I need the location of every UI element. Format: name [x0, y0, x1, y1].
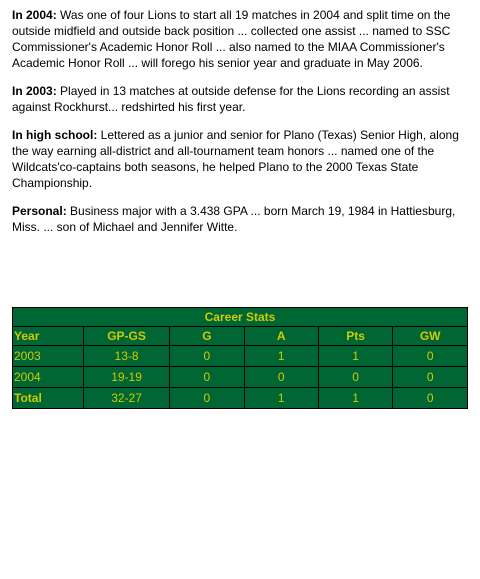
- bio-lead-high-school: In high school:: [12, 128, 98, 142]
- table-row-total: [13, 388, 468, 409]
- cell-gw: 0: [393, 388, 468, 409]
- table-row: [13, 346, 468, 367]
- bio-lead-2004: In 2004:: [12, 8, 57, 22]
- cell-gw: 0: [393, 346, 468, 367]
- column-header-gw: GW: [393, 327, 468, 346]
- cell-year: 2004: [13, 367, 84, 388]
- career-stats-table: [12, 307, 468, 409]
- bio-paragraph-2004: [12, 7, 472, 71]
- cell-year: 2003: [13, 346, 84, 367]
- bio-paragraph-high-school: [12, 127, 472, 191]
- bio-text-2004: Was one of four Lions to start all 19 matches in 2004 and split time on the outside midfield and outside back position ... collected one assist ... named to SSC Commissioner's Academic Honor Roll ... also named to the MIAA Commissioner's Academic Honor Roll ... will forego his senior year and graduate in May 2006.: [12, 8, 451, 70]
- column-header-g: G: [170, 327, 244, 346]
- column-header-a: A: [244, 327, 318, 346]
- column-header-gp-gs: GP-GS: [83, 327, 169, 346]
- cell-pts: 0: [318, 367, 393, 388]
- bio-paragraph-2003: [12, 83, 472, 115]
- bio-text-2003: Played in 13 matches at outside defense for the Lions recording an assist against Rockhurst... redshirted his first year.: [12, 84, 450, 114]
- cell-year-total: Total: [13, 388, 84, 409]
- cell-a: 1: [244, 388, 318, 409]
- cell-a: 1: [244, 346, 318, 367]
- table-header-row: [13, 327, 468, 346]
- cell-gp-gs: 32-27: [83, 388, 169, 409]
- cell-gp-gs: 19-19: [83, 367, 169, 388]
- cell-a: 0: [244, 367, 318, 388]
- cell-pts: 1: [318, 388, 393, 409]
- table-caption: Career Stats: [13, 308, 468, 327]
- cell-gw: 0: [393, 367, 468, 388]
- table-row: [13, 367, 468, 388]
- bio-text-personal: Business major with a 3.438 GPA ... born March 19, 1984 in Hattiesburg, Miss. ... son of Michael and Jennifer Witte.: [12, 204, 456, 234]
- cell-g: 0: [170, 367, 244, 388]
- cell-pts: 1: [318, 346, 393, 367]
- bio-paragraph-personal: [12, 203, 472, 235]
- column-header-pts: Pts: [318, 327, 393, 346]
- column-header-year: Year: [13, 327, 84, 346]
- bio-text-high-school: Lettered as a junior and senior for Plano (Texas) Senior High, along the way earning all-district and all-tournament team honors ... named one of the Wildcats'co-captains both seasons, he helped Plano to the 2000 Texas State Championship.: [12, 128, 459, 190]
- table-caption-row: [13, 308, 468, 327]
- bio-section: [12, 7, 472, 247]
- bio-lead-2003: In 2003:: [12, 84, 57, 98]
- cell-g: 0: [170, 388, 244, 409]
- cell-g: 0: [170, 346, 244, 367]
- bio-lead-personal: Personal:: [12, 204, 67, 218]
- cell-gp-gs: 13-8: [83, 346, 169, 367]
